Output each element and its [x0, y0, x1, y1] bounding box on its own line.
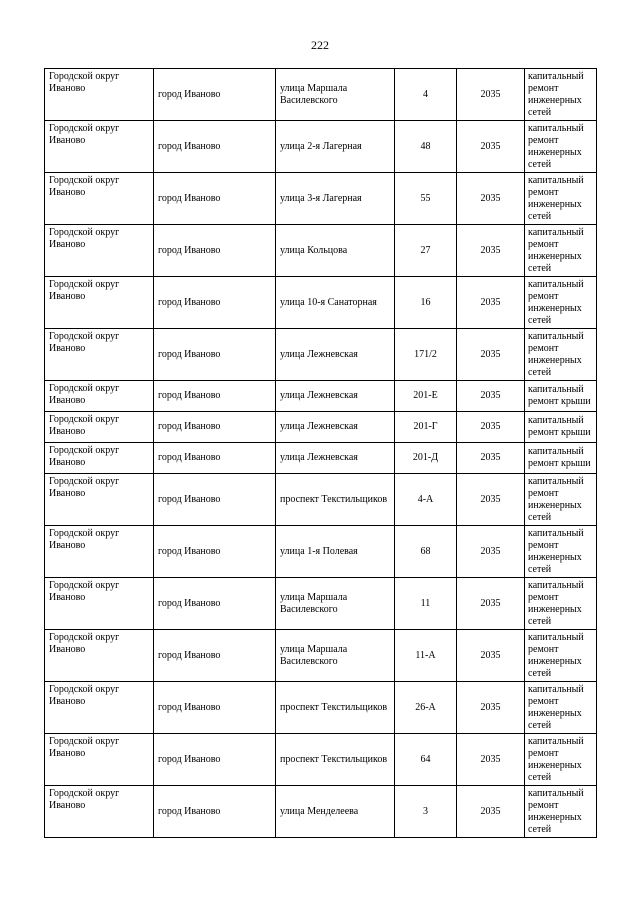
street-cell: улица Маршала Василевского: [276, 578, 395, 630]
table-row: [45, 225, 597, 277]
city-cell: город Иваново: [154, 474, 276, 526]
city-cell: город Иваново: [154, 734, 276, 786]
city-cell: город Иваново: [154, 277, 276, 329]
okrug-cell: Городской округ Иваново: [45, 277, 154, 329]
street-cell: проспект Текстильщиков: [276, 474, 395, 526]
table-row: [45, 121, 597, 173]
table-row: [45, 786, 597, 838]
table-row: [45, 474, 597, 526]
okrug-cell: Городской округ Иваново: [45, 578, 154, 630]
okrug-cell: Городской округ Иваново: [45, 381, 154, 412]
city-cell: город Иваново: [154, 329, 276, 381]
register-table-body: [45, 69, 597, 838]
okrug-cell: Городской округ Иваново: [45, 734, 154, 786]
year-cell: 2035: [457, 443, 525, 474]
page-number: 222: [311, 38, 329, 52]
house-cell: 201-Г: [395, 412, 457, 443]
table-row: [45, 734, 597, 786]
house-cell: 11-А: [395, 630, 457, 682]
year-cell: 2035: [457, 734, 525, 786]
street-cell: улица Маршала Василевского: [276, 69, 395, 121]
year-cell: 2035: [457, 526, 525, 578]
okrug-cell: Городской округ Иваново: [45, 526, 154, 578]
work-cell: капитальный ремонт крыши: [525, 443, 597, 474]
work-cell: капитальный ремонт инженерных сетей: [525, 734, 597, 786]
work-cell: капитальный ремонт инженерных сетей: [525, 69, 597, 121]
house-cell: 171/2: [395, 329, 457, 381]
house-cell: 3: [395, 786, 457, 838]
okrug-cell: Городской округ Иваново: [45, 121, 154, 173]
work-cell: капитальный ремонт инженерных сетей: [525, 630, 597, 682]
year-cell: 2035: [457, 630, 525, 682]
house-cell: 27: [395, 225, 457, 277]
table-row: [45, 443, 597, 474]
street-cell: улица 1-я Полевая: [276, 526, 395, 578]
work-cell: капитальный ремонт инженерных сетей: [525, 474, 597, 526]
work-cell: капитальный ремонт инженерных сетей: [525, 786, 597, 838]
city-cell: город Иваново: [154, 526, 276, 578]
register-table: [44, 68, 597, 838]
street-cell: улица Лежневская: [276, 329, 395, 381]
year-cell: 2035: [457, 682, 525, 734]
work-cell: капитальный ремонт инженерных сетей: [525, 329, 597, 381]
city-cell: город Иваново: [154, 682, 276, 734]
okrug-cell: Городской округ Иваново: [45, 786, 154, 838]
house-cell: 16: [395, 277, 457, 329]
table-row: [45, 69, 597, 121]
work-cell: капитальный ремонт инженерных сетей: [525, 225, 597, 277]
okrug-cell: Городской округ Иваново: [45, 329, 154, 381]
year-cell: 2035: [457, 225, 525, 277]
year-cell: 2035: [457, 329, 525, 381]
street-cell: проспект Текстильщиков: [276, 734, 395, 786]
work-cell: капитальный ремонт инженерных сетей: [525, 121, 597, 173]
okrug-cell: Городской округ Иваново: [45, 173, 154, 225]
street-cell: улица 3-я Лагерная: [276, 173, 395, 225]
table-row: [45, 578, 597, 630]
city-cell: город Иваново: [154, 121, 276, 173]
okrug-cell: Городской округ Иваново: [45, 443, 154, 474]
city-cell: город Иваново: [154, 381, 276, 412]
year-cell: 2035: [457, 277, 525, 329]
year-cell: 2035: [457, 121, 525, 173]
house-cell: 201-Е: [395, 381, 457, 412]
street-cell: улица 2-я Лагерная: [276, 121, 395, 173]
work-cell: капитальный ремонт инженерных сетей: [525, 526, 597, 578]
city-cell: город Иваново: [154, 225, 276, 277]
table-row: [45, 682, 597, 734]
table-row: [45, 412, 597, 443]
street-cell: улица Лежневская: [276, 412, 395, 443]
house-cell: 11: [395, 578, 457, 630]
table-row: [45, 381, 597, 412]
house-cell: 4-А: [395, 474, 457, 526]
street-cell: улица Кольцова: [276, 225, 395, 277]
table-row: [45, 526, 597, 578]
house-cell: 48: [395, 121, 457, 173]
year-cell: 2035: [457, 412, 525, 443]
table-row: [45, 173, 597, 225]
street-cell: улица Лежневская: [276, 443, 395, 474]
table-row: [45, 329, 597, 381]
okrug-cell: Городской округ Иваново: [45, 630, 154, 682]
street-cell: улица 10-я Санаторная: [276, 277, 395, 329]
city-cell: город Иваново: [154, 443, 276, 474]
work-cell: капитальный ремонт инженерных сетей: [525, 173, 597, 225]
work-cell: капитальный ремонт крыши: [525, 412, 597, 443]
year-cell: 2035: [457, 786, 525, 838]
house-cell: 26-А: [395, 682, 457, 734]
year-cell: 2035: [457, 474, 525, 526]
table-row: [45, 277, 597, 329]
year-cell: 2035: [457, 69, 525, 121]
street-cell: улица Менделеева: [276, 786, 395, 838]
house-cell: 55: [395, 173, 457, 225]
city-cell: город Иваново: [154, 69, 276, 121]
house-cell: 201-Д: [395, 443, 457, 474]
city-cell: город Иваново: [154, 578, 276, 630]
work-cell: капитальный ремонт инженерных сетей: [525, 578, 597, 630]
okrug-cell: Городской округ Иваново: [45, 412, 154, 443]
year-cell: 2035: [457, 578, 525, 630]
okrug-cell: Городской округ Иваново: [45, 474, 154, 526]
year-cell: 2035: [457, 173, 525, 225]
street-cell: улица Маршала Василевского: [276, 630, 395, 682]
okrug-cell: Городской округ Иваново: [45, 69, 154, 121]
house-cell: 68: [395, 526, 457, 578]
house-cell: 4: [395, 69, 457, 121]
house-cell: 64: [395, 734, 457, 786]
city-cell: город Иваново: [154, 786, 276, 838]
table-row: [45, 630, 597, 682]
street-cell: улица Лежневская: [276, 381, 395, 412]
work-cell: капитальный ремонт инженерных сетей: [525, 277, 597, 329]
work-cell: капитальный ремонт инженерных сетей: [525, 682, 597, 734]
okrug-cell: Городской округ Иваново: [45, 682, 154, 734]
okrug-cell: Городской округ Иваново: [45, 225, 154, 277]
year-cell: 2035: [457, 381, 525, 412]
city-cell: город Иваново: [154, 630, 276, 682]
city-cell: город Иваново: [154, 173, 276, 225]
work-cell: капитальный ремонт крыши: [525, 381, 597, 412]
street-cell: проспект Текстильщиков: [276, 682, 395, 734]
city-cell: город Иваново: [154, 412, 276, 443]
